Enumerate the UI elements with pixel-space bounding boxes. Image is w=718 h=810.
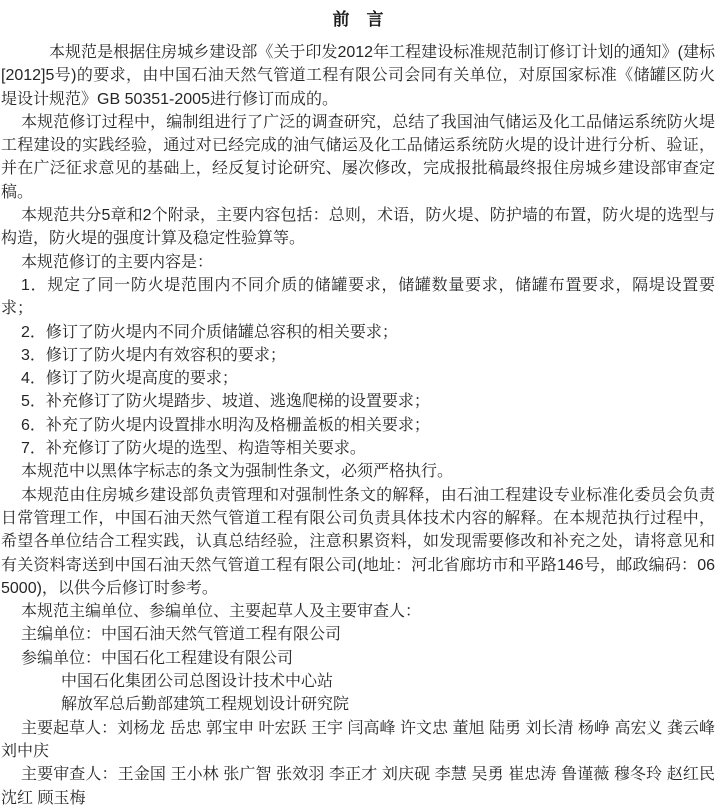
revision-item-4: 4．修订了防火堤高度的要求； bbox=[21, 370, 238, 388]
paragraph-intro-basis: 本规范是根据住房城乡建设部《关于印发2012年工程建设标准规范制订修订计划的通知》(建标[2012]5号)的要求，由中国石油天然气管道工程有限公司会同有关单位，对原国家标准《储罐区防火堤设计规范》GB 50351-2005进行修订而成的。 bbox=[1, 44, 715, 108]
reviewers-line: 主要审查人：王金国 王小林 张广智 张效羽 李正才 刘庆砚 李慧 吴勇 崔忠涛 鲁谨薇 穆冬玲 赵红民 沈红 顾玉梅 bbox=[1, 766, 715, 807]
participating-unit-extra-1: 中国石化集团公司总图设计技术中心站 bbox=[61, 673, 334, 691]
revision-item-1: 1．规定了同一防火堤范围内不同介质的储罐要求，储罐数量要求，储罐布置要求，隔堤设置要求； bbox=[1, 276, 715, 318]
revision-item-3: 3．修订了防火堤内有效容积的要求； bbox=[21, 346, 286, 364]
chief-editing-unit-line: 主编单位：中国石油天然气管道工程有限公司 bbox=[21, 626, 342, 644]
participating-unit-extra-2: 解放军总后勤部建筑工程规划设计研究院 bbox=[61, 696, 350, 714]
paragraph-mandatory-clauses-note: 本规范中以黑体字标志的条文为强制性条文，必须严格执行。 bbox=[21, 463, 454, 481]
revision-item-5: 5．补充修订了防火堤踏步、坡道、逃逸爬梯的设置要求； bbox=[21, 393, 430, 411]
paragraph-revision-summary-lead: 本规范修订的主要内容是： bbox=[21, 253, 214, 271]
drafters-line: 主要起草人：刘杨龙 岳忠 郭宝申 叶宏跃 王宇 闫高峰 许文忠 董旭 陆勇 刘长清 杨峥 高宏义 龚云峰 刘中庆 bbox=[1, 719, 715, 760]
page-title-text: 前 言 bbox=[332, 10, 384, 29]
revision-item-7: 7．补充修订了防火堤的选型、构造等相关要求。 bbox=[21, 440, 366, 458]
paragraph-units-lead: 本规范主编单位、参编单位、主要起草人及主要审查人： bbox=[21, 603, 422, 621]
revision-item-2: 2．修订了防火堤内不同介质储罐总容积的相关要求； bbox=[21, 323, 398, 341]
paragraph-management-contact: 本规范由住房城乡建设部负责管理和对强制性条文的解释，由石油工程建设专业标准化委员会负责日常管理工作，中国石油天然气管道工程有限公司负责具体技术内容的解释。在本规范执行过程中，希望各单位结合工程实践，认真总结经验，注意积累资料，如发现需要修改和补充之处，请将意见和有关资料寄送到中国石油天然气管道工程有限公司(地址：河北省廊坊市和平路146号，邮政编码：065000)，以供今后修订时参考。 bbox=[1, 486, 715, 597]
revision-item-6: 6．补充了防火堤内设置排水明沟及格栅盖板的相关要求； bbox=[21, 416, 430, 434]
paragraph-contents-overview: 本规范共分5章和2个附录，主要内容包括：总则，术语，防火堤、防护墙的布置，防火堤的选型与构造，防火堤的强度计算及稳定性验算等。 bbox=[1, 207, 715, 248]
paragraph-revision-process: 本规范修订过程中，编制组进行了广泛的调查研究，总结了我国油气储运及化工品储运系统防火堤工程建设的实践经验，通过对已经完成的油气储运及化工品储运系统防火堤的设计进行分析、验证，并在广泛征求意见的基础上，经反复讨论研究、屡次修改，完成报批稿最终报住房城乡建设部审查定稿。 bbox=[1, 113, 715, 201]
page-title bbox=[1, 8, 715, 32]
participating-unit-line: 参编单位：中国石化工程建设有限公司 bbox=[21, 649, 294, 667]
